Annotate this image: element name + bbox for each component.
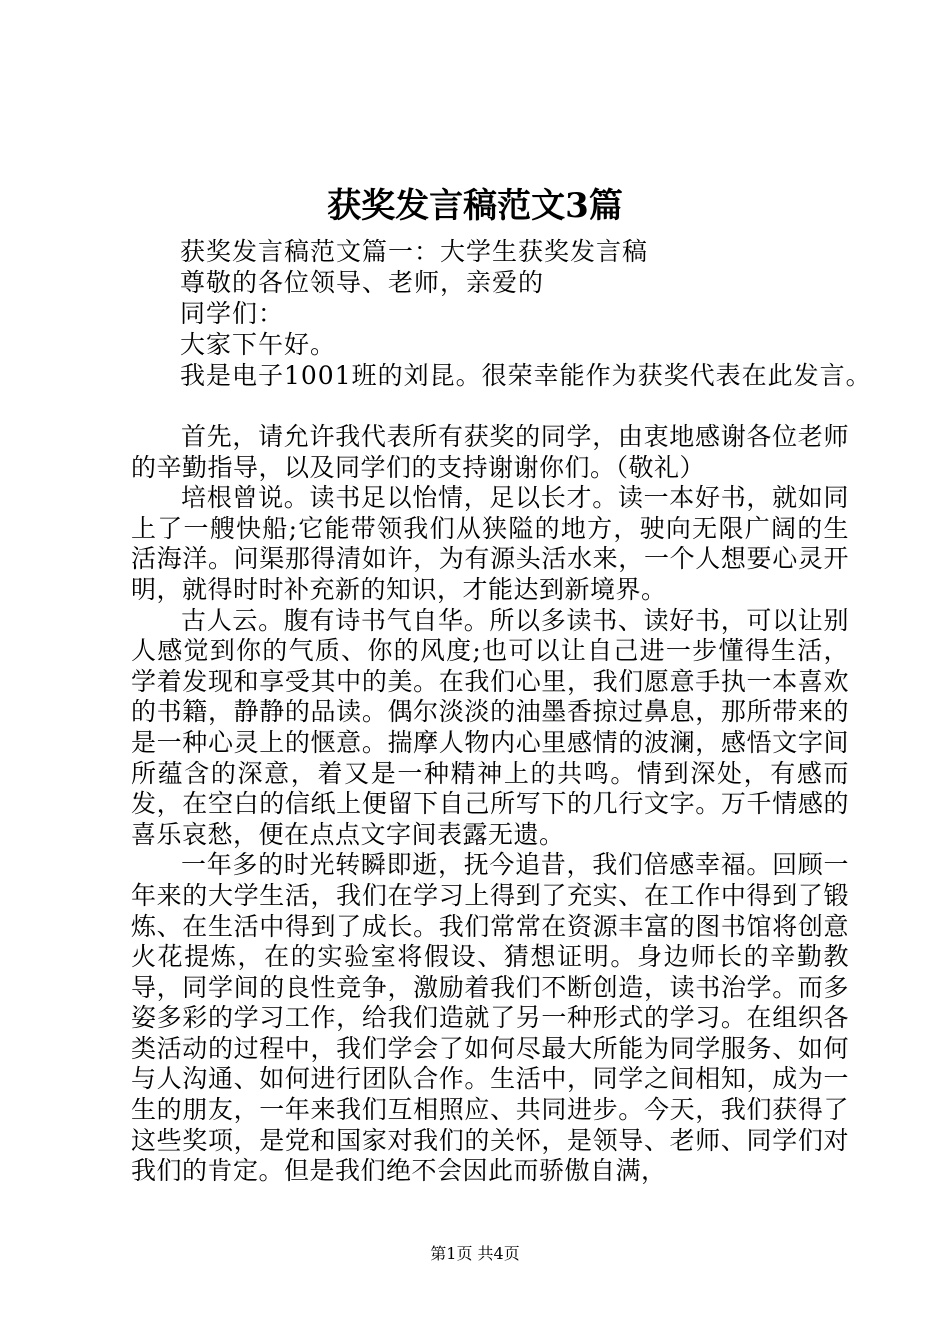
paragraph-poetry: 古人云。腹有诗书气自华。所以多读书、读好书，可以让别人感觉到你的气质、你的风度;也可以让自己进一步懂得生活，学着发现和享受其中的美。在我们心里，我们愿意手执一本喜欢的书籍，静静的品读。偶尔淡淡的油墨香掠过鼻息，那所带来的是一种心灵上的惬意。揣摩人物内心里感情的波澜，感悟文字间所蕴含的深意，着又是一种精神上的共鸣。情到深处，有感而发，在空白的信纸上便留下自己所写下的几行文字。万千情感的喜乐哀愁，便在点点文字间表露无遗。 xyxy=(131,605,849,849)
intro-salutation: 尊敬的各位领导、老师，亲爱的 xyxy=(180,268,545,297)
intro-subtitle: 获奖发言稿范文篇一：大学生获奖发言稿 xyxy=(180,237,649,266)
intro-greeting: 大家下午好。 xyxy=(180,330,337,359)
intro-self-introduction: 我是电子1001班的刘昆。很荣幸能作为获奖代表在此发言。 xyxy=(180,361,872,390)
intro-block xyxy=(180,236,920,391)
document-title: 获奖发言稿范文3篇 xyxy=(327,186,623,226)
speech-body xyxy=(131,422,849,1187)
paragraph-thanks: 首先，请允许我代表所有获奖的同学，由衷地感谢各位老师的辛勤指导，以及同学们的支持谢谢你们。（敬礼） xyxy=(131,422,849,482)
intro-salutation-continued: 同学们： xyxy=(180,299,285,328)
page-number: 第1页 共4页 xyxy=(430,1244,520,1263)
paragraph-reading: 培根曾说。读书足以怡情，足以长才。读一本好书，就如同上了一艘快船;它能带领我们从狭隘的地方，驶向无限广阔的生活海洋。问渠那得清如许，为有源头活水来，一个人想要心灵开明，就得时时补充新的知识，才能达到新境界。 xyxy=(131,483,849,604)
paragraph-college-life: 一年多的时光转瞬即逝，抚今追昔，我们倍感幸福。回顾一年来的大学生活，我们在学习上得到了充实、在工作中得到了锻炼、在生活中得到了成长。我们常常在资源丰富的图书馆将创意火花提炼，在的实验室将假设、猜想证明。身边师长的辛勤教导，同学间的良性竞争，激励着我们不断创造，读书治学。而多姿多彩的学习工作，给我们造就了另一种形式的学习。在组织各类活动的过程中，我们学会了如何尽最大所能为同学服务、如何与人沟通、如何进行团队合作。生活中，同学之间相知，成为一生的朋友，一年来我们互相照应、共同进步。今天，我们获得了这些奖项，是党和国家对我们的关怀，是领导、老师、同学们对我们的肯定。但是我们绝不会因此而骄傲自满， xyxy=(131,850,849,1186)
